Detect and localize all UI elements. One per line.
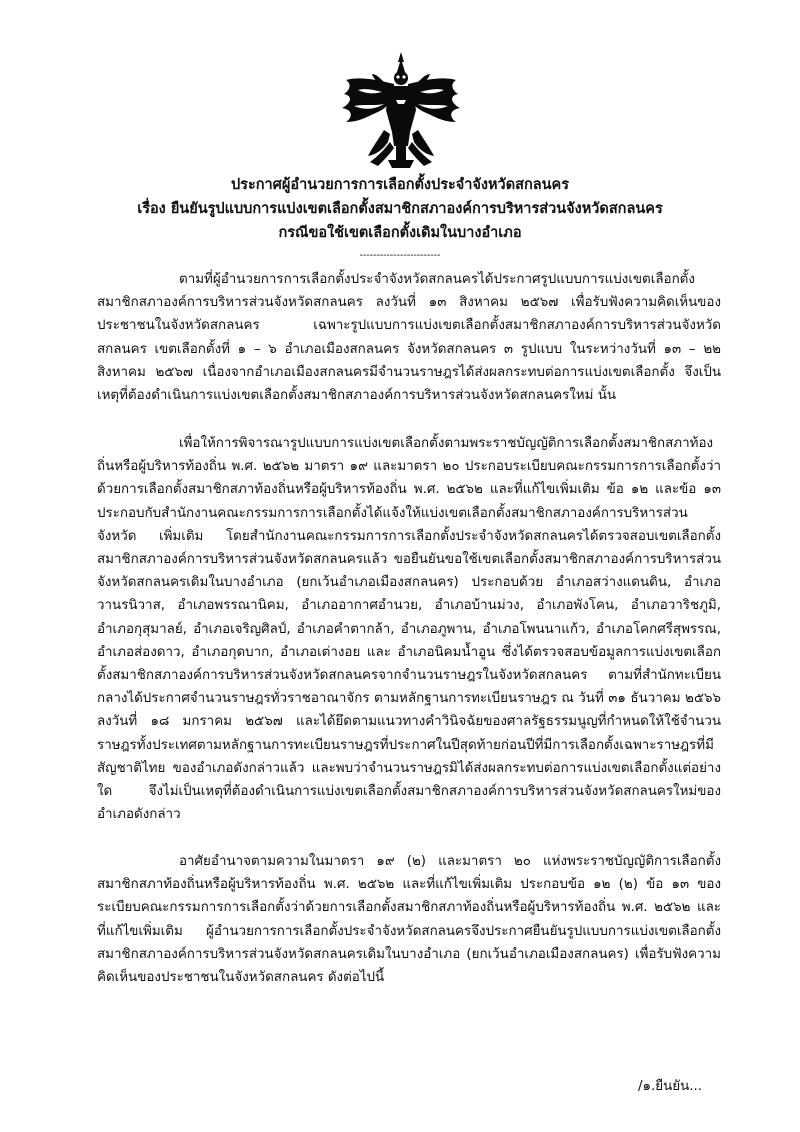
announcement-subject: เรื่อง ยืนยันรูปแบบการแบ่งเขตเลือกตั้งสมาชิกสภาองค์การบริหารส่วนจังหวัดสกลนคร (137, 201, 663, 217)
body-paragraph-1: ตามที่ผู้อำนวยการการเลือกตั้งประจำจังหวัดสกลนครได้ประกาศรูปแบบการแบ่งเขตเลือกตั้งสมาชิกสภาองค์การบริหารส่วนจังหวัดสกลนคร ลงวันที่ ๑๓ สิงหาคม ๒๕๖๗ เพื่อรับฟังความคิดเห็นของประชาชนในจังหวัดสกลนคร เฉพาะรูปแบบการแบ่งเขตเลือกตั้งสมาชิกสภาองค์การบริหารส่วนจังหวัดสกลนคร เขตเลือกตั้งที่ ๑ – ๖ อำเภอเมืองสกลนคร จังหวัดสกลนคร ๓ รูปแบบ ในระหว่างวันที่ ๑๓ – ๒๒ สิงหาคม ๒๕๖๗ เนื่องจากอำเภอเมืองสกลนครมีจำนวนราษฎรได้ส่งผลกระทบต่อการแบ่งเขตเลือกตั้ง จึงเป็นเหตุที่ต้องดำเนินการแบ่งเขตเลือกตั้งสมาชิกสภาองค์การบริหารส่วนจังหวัดสกลนครใหม่ นั้น (97, 272, 721, 404)
announcement-title: ประกาศผู้อำนวยการการเลือกตั้งประจำจังหวัดสกลนคร (230, 177, 570, 193)
announcement-subtitle: กรณีขอใช้เขตเลือกตั้งเดิมในบางอำเภอ (278, 225, 522, 241)
body-paragraph-2: เพื่อให้การพิจารณารูปแบบการแบ่งเขตเลือกตั้งตามพระราชบัญญัติการเลือกตั้งสมาชิกสภาท้องถิ่นหรือผู้บริหารท้องถิ่น พ.ศ. ๒๕๖๒ มาตรา ๑๙ และมาตรา ๒๐ ประกอบระเบียบคณะกรรมการการเลือกตั้งว่าด้วยการเลือกตั้งสมาชิกสภาท้องถิ่นหรือผู้บริหารท้องถิ่น พ.ศ. ๒๕๖๒ และที่แก้ไขเพิ่มเติม ข้อ ๑๒ และข้อ ๑๓ ประกอบกับสำนักงานคณะกรรมการการเลือกตั้งได้แจ้งให้แบ่งเขตเลือกตั้งสมาชิกสภาองค์การบริหารส่วนจังหวัด เพิ่มเติม โดยสำนักงานคณะกรรมการการเลือกตั้งประจำจังหวัดสกลนครได้ตรวจสอบเขตเลือกตั้งสมาชิกสภาองค์การบริหารส่วนจังหวัดสกลนครแล้ว ขอยืนยันขอใช้เขตเลือกตั้งสมาชิกสภาองค์การบริหารส่วนจังหวัดสกลนครเดิมในบางอำเภอ (ยกเว้นอำเภอเมืองสกลนคร) ประกอบด้วย อำเภอสว่างแดนดิน, อำเภอวานรนิวาส, อำเภอพรรณานิคม, อำเภออากาศอำนวย, อำเภอบ้านม่วง, อำเภอพังโคน, อำเภอวาริชภูมิ, อำเภอกุสุมาลย์, อำเภอเจริญศิลป์, อำเภอคำตากล้า, อำเภอภูพาน, อำเภอโพนนาแก้ว, อำเภอโคกศรีสุพรรณ, อำเภอส่องดาว, อำเภอกุดบาก, อำเภอเต่างอย และ อำเภอนิคมน้ำอูน ซึ่งได้ตรวจสอบข้อมูลการแบ่งเขตเลือกตั้งสมาชิกสภาองค์การบริหารส่วนจังหวัดสกลนครจากจำนวนราษฎรในจังหวัดสกลนคร ตามที่สำนักทะเบียนกลางได้ประกาศจำนวนราษฎรทั่วราชอาณาจักร ตามหลักฐานการทะเบียนราษฎร ณ วันที่ ๓๑ ธันวาคม ๒๕๖๖ ลงวันที่ ๑๘ มกราคม ๒๕๖๗ และได้ยึดตามแนวทางคำวินิจฉัยของศาลรัฐธรรมนูญที่กำหนดให้ใช้จำนวนราษฎรทั้งประเทศตามหลักฐานการทะเบียนราษฎรที่ประกาศในปีสุดท้ายก่อนปีที่มีการเลือกตั้งเฉพาะราษฎรที่มีสัญชาติไทย ของอำเภอดังกล่าวแล้ว และพบว่าจำนวนราษฎรมิได้ส่งผลกระทบต่อการแบ่งเขตเลือกตั้งแต่อย่างใด จึงไม่เป็นเหตุที่ต้องดำเนินการแบ่งเขตเลือกตั้งสมาชิกสภาองค์การบริหารส่วนจังหวัดสกลนครใหม่ของอำเภอดังกล่าว (97, 436, 721, 823)
body-paragraph-3: อาศัยอำนาจตามความในมาตรา ๑๙ (๒) และมาตรา ๒๐ แห่งพระราชบัญญัติการเลือกตั้งสมาชิกสภาท้องถิ่นหรือผู้บริหารท้องถิ่น พ.ศ. ๒๕๖๒ และที่แก้ไขเพิ่มเติม ประกอบข้อ ๑๒ (๒) ข้อ ๑๓ ของระเบียบคณะกรรมการการเลือกตั้งว่าด้วยการเลือกตั้งสมาชิกสภาท้องถิ่นหรือผู้บริหารท้องถิ่น พ.ศ. ๒๕๖๒ และที่แก้ไขเพิ่มเติม ผู้อำนวยการการเลือกตั้งประจำจังหวัดสกลนครจึงประกาศยืนยันรูปแบบการแบ่งเขตเลือกตั้งสมาชิกสภาองค์การบริหารส่วนจังหวัดสกลนครเดิมในบางอำเภอ (ยกเว้นอำเภอเมืองสกลนคร) เพื่อรับฟังความคิดเห็นของประชาชนในจังหวัดสกลนคร ดังต่อไปนี้ (97, 854, 721, 986)
garuda-emblem-icon (338, 50, 464, 170)
divider-line: ------------------------ (359, 250, 441, 261)
page-continuation: /๑.ยืนยัน... (637, 1079, 702, 1094)
